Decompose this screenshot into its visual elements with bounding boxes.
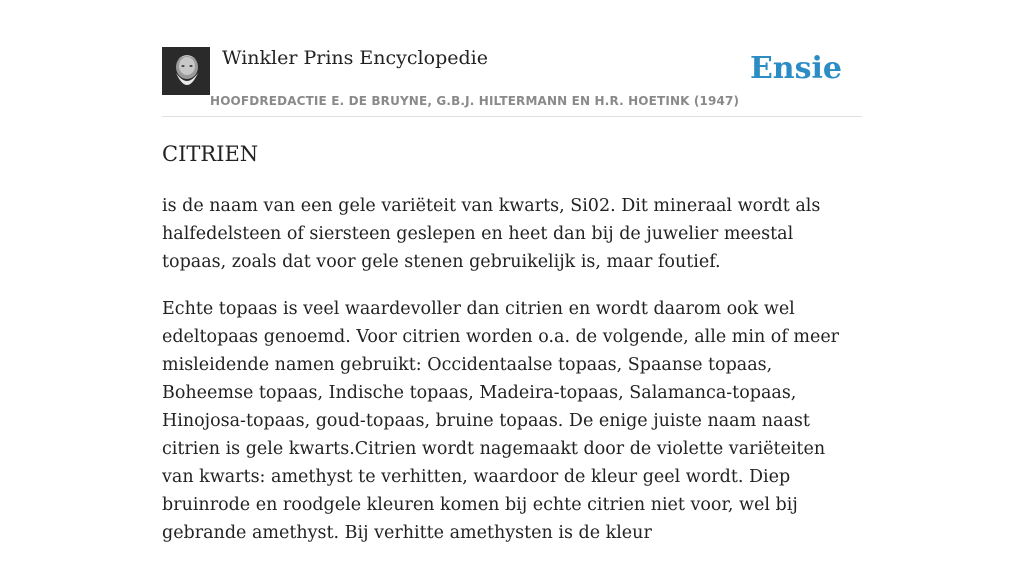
portrait-icon [162,47,210,95]
paragraph: Echte topaas is veel waardevoller dan citrien en wordt daarom ook wel edeltopaas genoemd. Voor citrien worden o.a. de volgende, alle min of meer misleidende namen gebruikt: Occidentaalse topaas, Spaanse topaas, Boheemse topaas, Indische topaas, Madeira-topaas, Salamanca-topaas, Hinojosa-topaas, goud-topaas, bruine topaas. De enige juiste naam naast citrien is gele kwarts.Citrien wordt nagemaakt door de violette variëteiten van kwarts: amethyst te verhitten, waardoor de kleur geel wordt. Diep bruinrode en roodgele kleuren komen bij echte citrien niet voor, wel bij gebrande amethyst. Bij verhitte amethysten is de kleur [162,299,840,543]
editors-line: HOOFDREDACTIE E. DE BRUYNE, G.B.J. HILTERMANN EN H.R. HOETINK (1947) [210,94,740,108]
entry-body [162,192,862,566]
brand-logo-link[interactable]: Ensie [749,51,842,86]
author-avatar[interactable] [162,47,210,95]
paragraph: is de naam van een gele variëteit van kwarts, Si02. Dit mineraal wordt als halfedelsteen of siersteen geslepen en heet dan bij de juwelier meestal topaas, zoals dat voor gele stenen gebruikelijk is, maar foutief. [162,196,821,272]
source-header [162,0,862,117]
article-page [162,0,862,543]
entry-title: CITRIEN [162,142,259,166]
book-title[interactable]: Winkler Prins Encyclopedie [222,47,488,69]
